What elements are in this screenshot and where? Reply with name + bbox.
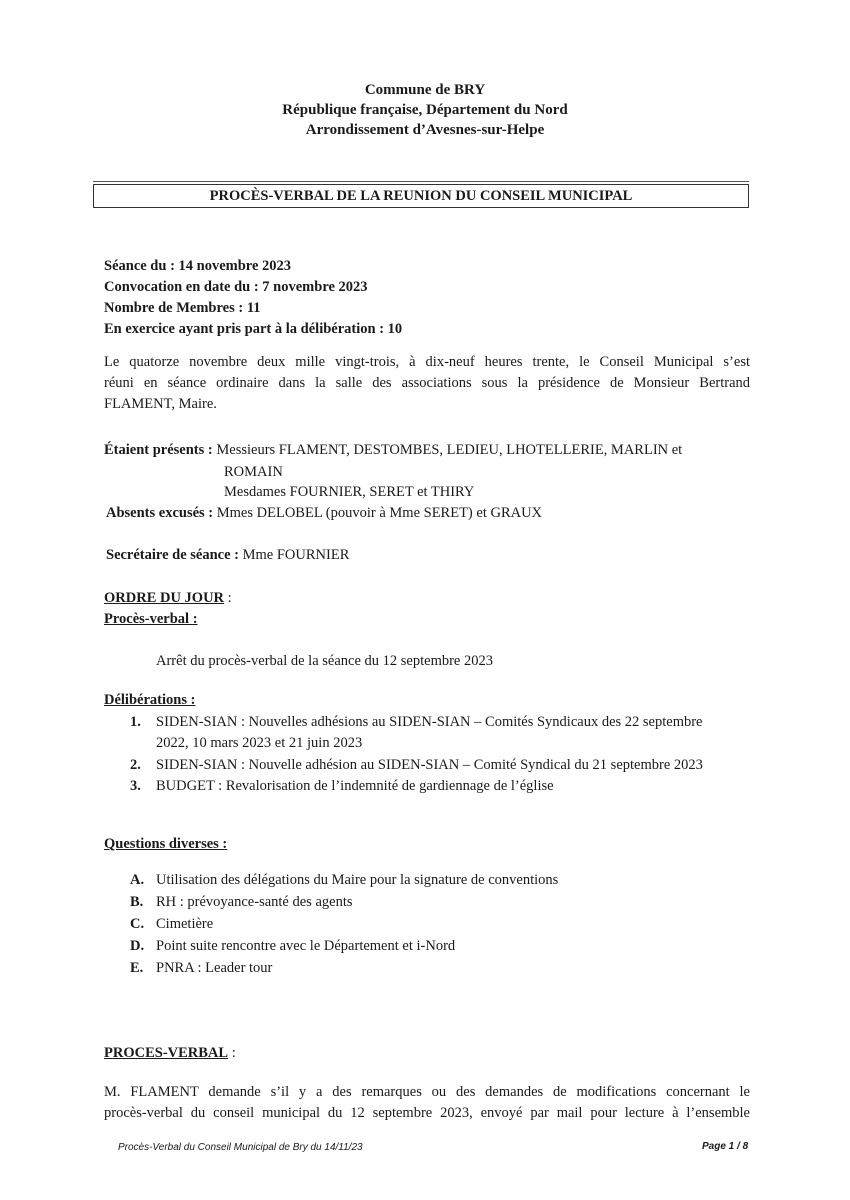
document-title: PROCÈS-VERBAL DE LA REUNION DU CONSEIL MUNICIPAL xyxy=(209,188,633,204)
absents-value: Mmes DELOBEL (pouvoir à Mme SERET) et GRAUX xyxy=(216,505,543,521)
pv-subheading-text: Procès-verbal : xyxy=(104,611,198,627)
secretaire-row xyxy=(106,545,349,566)
questions-heading-text: Questions diverses : xyxy=(104,836,228,852)
republic-line: République française, Département du Nord xyxy=(282,102,568,118)
session-meta xyxy=(104,256,402,340)
question-item-e: PNRA : Leader tour xyxy=(156,960,273,976)
delib-item-1-line-1: SIDEN-SIAN : Nouvelles adhésions au SIDEN-SIAN – Comités Syndicaux des 22 septembre xyxy=(156,714,703,730)
pv-section-heading-row xyxy=(104,1043,236,1064)
pv-subheading xyxy=(104,609,198,630)
question-letter-e: E. xyxy=(130,960,144,976)
footer-page-number: Page 1 / 8 xyxy=(702,1141,749,1152)
question-item-d: Point suite rencontre avec le Département et i-Nord xyxy=(156,938,456,954)
delib-item-1 xyxy=(156,712,703,754)
question-letter-b: B. xyxy=(130,894,144,910)
participant-count: En exercice ayant pris part à la délibération : 10 xyxy=(104,321,403,337)
pv-section-heading-colon: : xyxy=(228,1045,236,1061)
agenda-heading-colon: : xyxy=(224,590,232,606)
pv-section-line-1: M. FLAMENT demande s’il y a des remarques ou des demandes de modifications concernant le xyxy=(104,1084,750,1100)
question-item-b: RH : prévoyance-santé des agents xyxy=(156,894,353,910)
footer-document-title: Procès-Verbal du Conseil Municipal de Bry du 14/11/23 xyxy=(118,1142,363,1153)
secretaire-label: Secrétaire de séance : xyxy=(106,547,239,563)
presents-women: Mesdames FOURNIER, SERET et THIRY xyxy=(224,484,475,500)
agenda-heading: ORDRE DU JOUR xyxy=(104,590,225,606)
pv-agenda-item: Arrêt du procès-verbal de la séance du 12 septembre 2023 xyxy=(156,653,493,669)
pv-section-line-2: procès-verbal du conseil municipal du 12 septembre 2023, envoyé par mail pour lecture à l’ensemble xyxy=(104,1105,750,1121)
presents-label: Étaient présents : xyxy=(104,442,213,458)
pv-section-heading: PROCES-VERBAL xyxy=(104,1045,229,1061)
arrondissement-line: Arrondissement d’Avesnes-sur-Helpe xyxy=(305,122,545,138)
delib-item-3: BUDGET : Revalorisation de l’indemnité de gardiennage de l’église xyxy=(156,778,554,794)
deliberations-heading xyxy=(104,690,195,711)
absents-row xyxy=(106,503,542,524)
delib-number-2: 2. xyxy=(130,757,141,773)
absents-label: Absents excusés : xyxy=(106,505,214,521)
delib-number-1: 1. xyxy=(130,714,141,730)
pv-section-paragraph xyxy=(104,1082,750,1124)
question-item-c: Cimetière xyxy=(156,916,214,932)
question-letter-d: D. xyxy=(130,938,145,954)
intro-paragraph xyxy=(104,352,750,415)
delib-item-1-line-2: 2022, 10 mars 2023 et 21 juin 2023 xyxy=(156,735,363,751)
delib-number-3: 3. xyxy=(130,778,141,794)
document-title-box xyxy=(93,184,749,208)
delib-item-2: SIDEN-SIAN : Nouvelle adhésion au SIDEN-SIAN – Comité Syndical du 21 septembre 2023 xyxy=(156,757,703,773)
intro-line-3: FLAMENT, Maire. xyxy=(104,396,217,412)
convocation-date: Convocation en date du : 7 novembre 2023 xyxy=(104,279,368,295)
question-item-a: Utilisation des délégations du Maire pour la signature de conventions xyxy=(156,872,559,888)
questions-heading xyxy=(104,834,227,855)
presents-row xyxy=(104,440,682,461)
intro-line-1: Le quatorze novembre deux mille vingt-trois, à dix-neuf heures trente, le Conseil Municipal s’est xyxy=(104,354,750,370)
commune-name: Commune de BRY xyxy=(364,82,486,98)
member-count: Nombre de Membres : 11 xyxy=(104,300,261,316)
deliberations-heading-text: Délibérations : xyxy=(104,692,196,708)
secretaire-value: Mme FOURNIER xyxy=(242,547,350,563)
seance-date: Séance du : 14 novembre 2023 xyxy=(104,258,292,274)
question-letter-c: C. xyxy=(130,916,145,932)
intro-line-2: réuni en séance ordinaire dans la salle des associations sous la présidence de Monsieur Bertrand xyxy=(104,375,750,391)
title-rule xyxy=(93,181,749,182)
question-letter-a: A. xyxy=(130,872,145,888)
presents-men-continued: ROMAIN xyxy=(224,464,283,480)
agenda-heading-row xyxy=(104,588,232,609)
presents-men: Messieurs FLAMENT, DESTOMBES, LEDIEU, LHOTELLERIE, MARLIN et xyxy=(216,442,683,458)
letterhead xyxy=(0,80,850,140)
